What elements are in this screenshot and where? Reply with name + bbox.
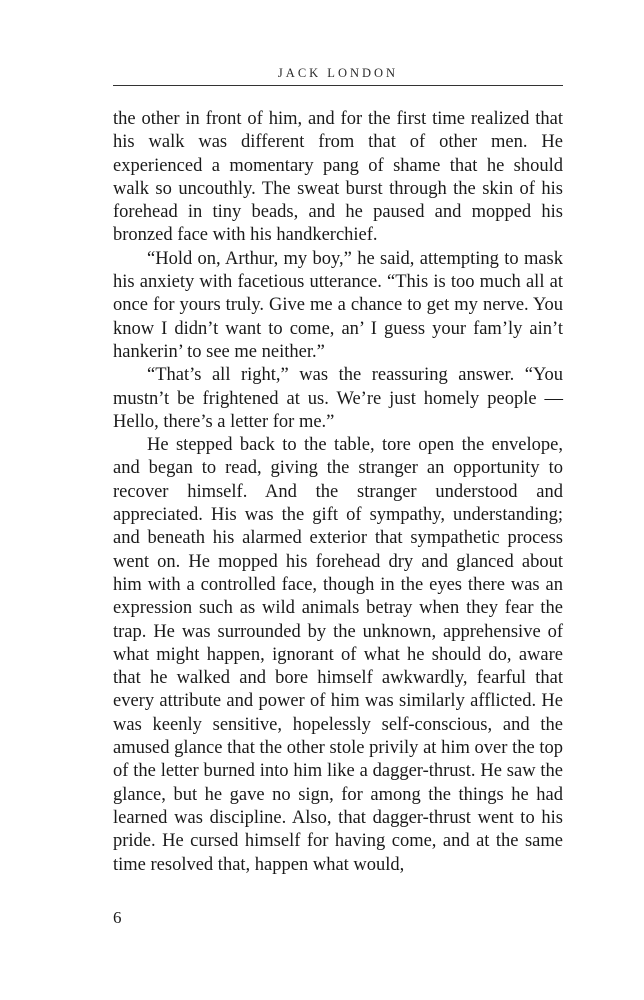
page-number: 6 [113, 908, 122, 927]
paragraph: “That’s all right,” was the reassuring answer. “You mustn’t be frightened at us. We’re just homely people — Hello, there’s a letter for me.” [113, 365, 563, 432]
paragraph: “Hold on, Arthur, my boy,” he said, attempting to mask his anxiety with facetious utterance. “This is too much all at once for yours truly. Give me a chance to get my nerve. You know I didn’t want to come, an’ I guess your fam’ly ain’t hankerin’ to see me neither.” [113, 248, 563, 362]
paragraph: He stepped back to the table, tore open the envelope, and began to read, giving the stranger an opportunity to recover himself. And the stranger understood and appreciated. His was the gift of sympathy, understanding; and beneath his alarmed exterior that sympathetic process went on. He mopped his forehead dry and glanced about him with a controlled face, though in the eyes there was an expression such as wild animals betray when they fear the trap. He was surrounded by the unknown, apprehensive of what might happen, ignorant of what he should do, aware that he walked and bore himself awkwardly, fearful that every attribute and power of him was similarly afflicted. He was keenly sensitive, hopelessly self-conscious, and the amused glance that the other stole privily at him over the top of the letter burned into him like a dagger-thrust. He saw the glance, but he gave no sign, for among the things he had learned was discipline. Also, that dagger-thrust went to his pride. He cursed himself for having come, and at the same time resolved that, happen what would, [113, 435, 563, 875]
header-rule [113, 85, 563, 86]
body-text [113, 108, 563, 877]
book-page [113, 0, 563, 1000]
paragraph-continuation: the other in front of him, and for the first time realized that his walk was different from that of other men. He experienced a momentary pang of shame that he should walk so uncouthly. The sweat burst through the skin of his forehead in tiny beads, and he paused and mopped his bronzed face with his handkerchief. [113, 109, 563, 246]
running-head: JACK LONDON [277, 66, 399, 80]
